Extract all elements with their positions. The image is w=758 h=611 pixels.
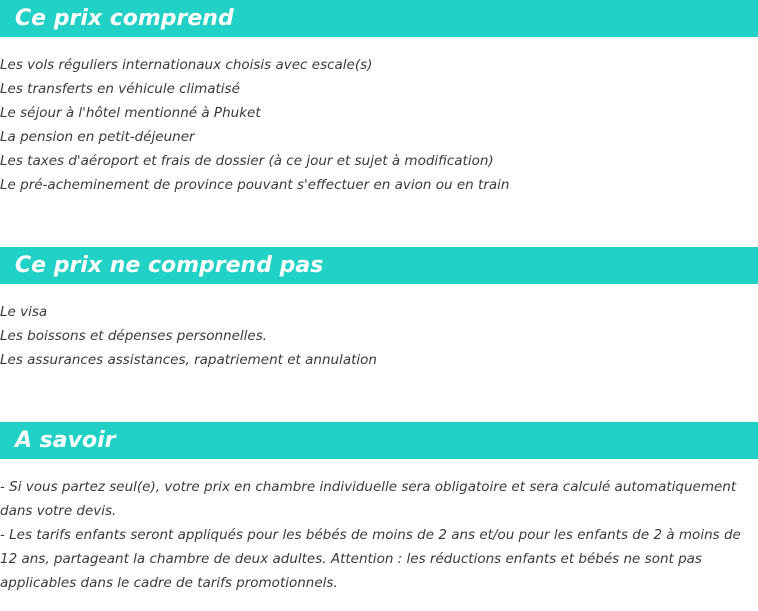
info-paragraph: - Les tarifs enfants seront appliqués pour les bébés de moins de 2 ans et/ou pour les enfants de 2 à moins de 12 ans, partageant la chambre de deux adultes. Attention : les réductions enfants et bébés ne sont pas applicables dans le cadre de tarifs promotionnels.	[0, 527, 741, 591]
list-item: La pension en petit-déjeuner	[0, 129, 195, 145]
list-item: Les assurances assistances, rapatriement et annulation	[0, 352, 377, 368]
good-to-know-text	[0, 475, 756, 595]
list-item: Le pré-acheminement de province pouvant s'effectuer en avion ou en train	[0, 177, 510, 193]
list-item: Les vols réguliers internationaux choisis avec escale(s)	[0, 57, 373, 73]
included-list	[0, 53, 758, 197]
list-item: Les boissons et dépenses personnelles.	[0, 328, 268, 344]
info-paragraph: - Si vous partez seul(e), votre prix en chambre individuelle sera obligatoire et sera calculé automatiquement dans votre devis.	[0, 479, 737, 519]
section-title-not-included: Ce prix ne comprend pas	[0, 247, 758, 284]
not-included-list	[0, 300, 758, 372]
list-item: Les transferts en véhicule climatisé	[0, 81, 240, 97]
list-item: Le séjour à l'hôtel mentionné à Phuket	[0, 105, 261, 121]
section-title-included: Ce prix comprend	[0, 0, 758, 37]
section-title-good-to-know: A savoir	[0, 422, 758, 459]
list-item: Les taxes d'aéroport et frais de dossier (à ce jour et sujet à modification)	[0, 153, 494, 169]
list-item: Le visa	[0, 304, 48, 320]
